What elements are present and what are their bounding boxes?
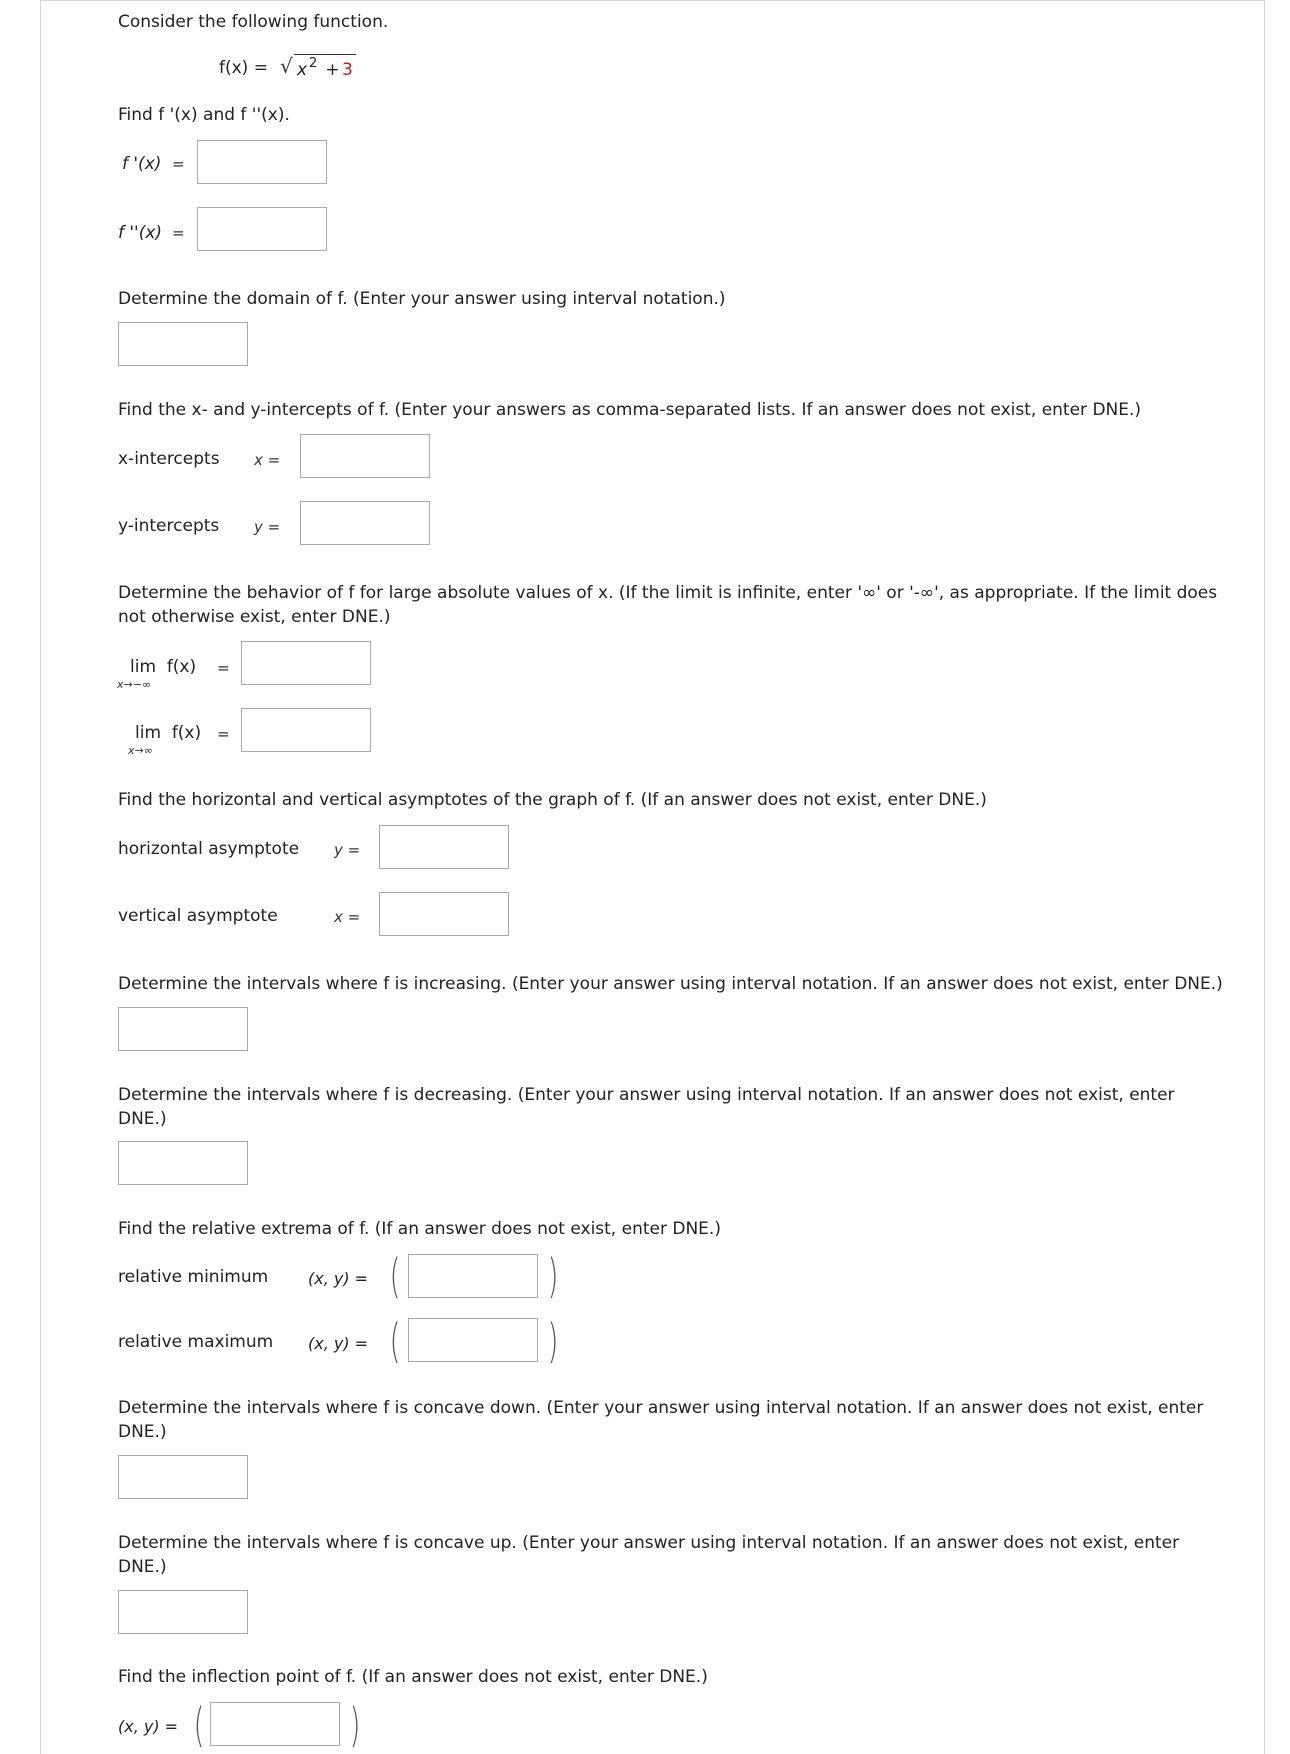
inflection-close-paren: ): [349, 1698, 361, 1752]
fprime-equals: =: [172, 155, 185, 173]
x-intercepts-label: x-intercepts: [118, 449, 220, 469]
increasing-input[interactable]: [118, 1007, 248, 1051]
derivatives-prompt: Find f '(x) and f ''(x).: [118, 105, 290, 125]
lim-pos-infinity-input[interactable]: [241, 708, 371, 752]
lim-pos-equals: =: [217, 725, 230, 743]
domain-prompt: Determine the domain of f. (Enter your answer using interval notation.): [118, 289, 726, 309]
relative-minimum-xy: (x, y) =: [308, 1269, 369, 1288]
concave-down-prompt: Determine the intervals where f is concave down. (Enter your answer using interval notation. If an answer does not exist, enter DNE.): [118, 1398, 1204, 1442]
domain-input[interactable]: [118, 322, 248, 366]
horizontal-asymptote-input[interactable]: [379, 825, 509, 869]
relative-minimum-close-paren: ): [547, 1249, 559, 1303]
extrema-prompt: Find the relative extrema of f. (If an answer does not exist, enter DNE.): [118, 1219, 721, 1239]
inflection-prompt: Find the inflection point of f. (If an answer does not exist, enter DNE.): [118, 1667, 708, 1687]
y-intercepts-var: y =: [254, 518, 281, 536]
intro-text: Consider the following function.: [118, 12, 389, 32]
lim-neg-equals: =: [217, 659, 230, 677]
vertical-asymptote-input[interactable]: [379, 892, 509, 936]
relative-minimum-label: relative minimum: [118, 1267, 269, 1287]
fdoubleprime-equals: =: [172, 224, 185, 242]
vertical-asymptote-var: x =: [334, 908, 361, 926]
concave-up-input[interactable]: [118, 1590, 248, 1634]
relative-minimum-open-paren: (: [389, 1249, 401, 1303]
relative-maximum-input[interactable]: [408, 1318, 538, 1362]
concave-down-input[interactable]: [118, 1455, 248, 1499]
asymptotes-prompt: Find the horizontal and vertical asymptotes of the graph of f. (If an answer does not exist, enter DNE.): [118, 790, 987, 810]
sqrt-icon: √: [280, 54, 293, 78]
lim-pos-text: lim f(x): [135, 723, 202, 743]
horizontal-asymptote-label: horizontal asymptote: [118, 839, 300, 859]
inflection-xy: (x, y) =: [118, 1717, 179, 1736]
relative-maximum-label: relative maximum: [118, 1332, 274, 1352]
radicand-exponent: 2: [309, 56, 318, 71]
radicand-plus: +: [320, 60, 346, 80]
lim-neg-infinity-input[interactable]: [241, 641, 371, 685]
horizontal-asymptote-var: y =: [334, 841, 361, 859]
relative-maximum-close-paren: ): [547, 1314, 559, 1368]
x-intercepts-input[interactable]: [300, 434, 430, 478]
intercepts-prompt: Find the x- and y-intercepts of f. (Enter your answers as comma-separated lists. If an answer does not exist, enter DNE.): [118, 400, 1142, 420]
y-intercepts-label: y-intercepts: [118, 516, 220, 536]
sqrt-overline: [294, 54, 356, 55]
behavior-prompt: Determine the behavior of f for large absolute values of x. (If the limit is infinite, enter '∞' or '-∞', as appropriate. If the limit does not otherwise exist, enter DNE.): [118, 583, 1218, 627]
relative-maximum-open-paren: (: [389, 1314, 401, 1368]
concave-up-prompt: Determine the intervals where f is concave up. (Enter your answer using interval notation. If an answer does not exist, enter DNE.): [118, 1533, 1180, 1577]
radicand-constant: 3: [342, 60, 353, 80]
decreasing-input[interactable]: [118, 1141, 248, 1185]
radicand-x: x: [297, 60, 308, 80]
relative-minimum-input[interactable]: [408, 1254, 538, 1298]
fdoubleprime-input[interactable]: [197, 207, 327, 251]
fprime-input[interactable]: [197, 140, 327, 184]
y-intercepts-input[interactable]: [300, 501, 430, 545]
fprime-label: f '(x): [122, 154, 162, 174]
decreasing-prompt: Determine the intervals where f is decreasing. (Enter your answer using interval notation. If an answer does not exist, enter DNE.): [118, 1085, 1175, 1129]
inflection-open-paren: (: [193, 1698, 205, 1752]
lim-neg-subscript: x→−∞: [117, 678, 152, 691]
lim-neg-text: lim f(x): [130, 657, 197, 677]
fdoubleprime-label: f ''(x): [118, 223, 163, 243]
vertical-asymptote-label: vertical asymptote: [118, 906, 278, 926]
increasing-prompt: Determine the intervals where f is increasing. (Enter your answer using interval notation. If an answer does not exist, enter DNE.): [118, 974, 1223, 994]
x-intercepts-var: x =: [254, 451, 281, 469]
inflection-input[interactable]: [210, 1702, 340, 1746]
function-lhs: f(x) =: [219, 58, 268, 78]
relative-maximum-xy: (x, y) =: [308, 1334, 369, 1353]
lim-pos-subscript: x→∞: [128, 744, 153, 757]
